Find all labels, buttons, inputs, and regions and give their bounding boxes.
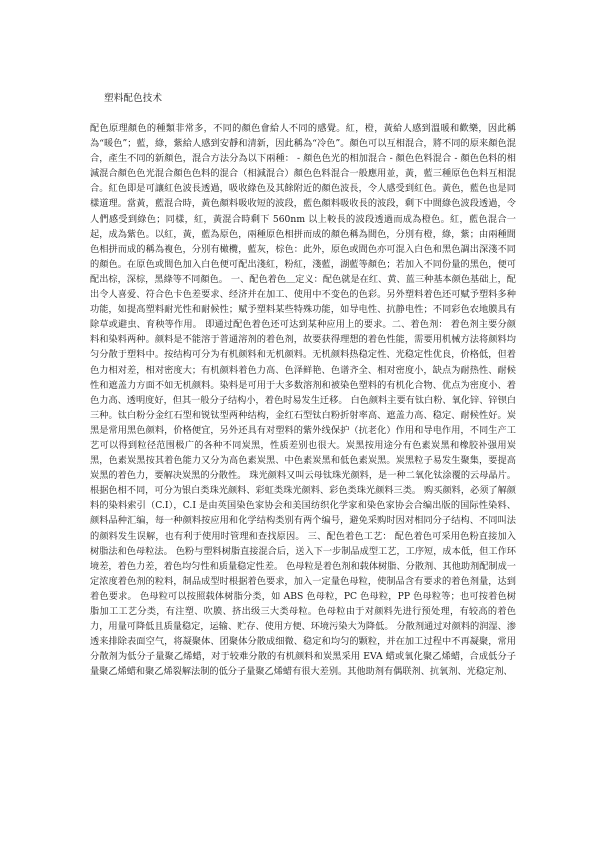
document-body (90, 121, 516, 679)
document-title: 塑料配色技术 (104, 93, 163, 104)
body-paragraph: 配色原理顏色的種類非常多，不同的顏色會給人不同的感覺。紅，橙，黃給人感到溫暖和歡樂，因此稱為“暖色”；藍，綠，紫給人感到安靜和清新，因此稱為“冷色”。顏色可以互相混合，將不同的原来顏色混合，產生不同的新顏色，混合方法分為以下兩種： - 顏色色光的相加混合 - 顏色色料混合 - 顏色色料的相減混合顏色色光混合顏色色料的混合（相減混合）顏色色料混合一般應用並，黃，藍三種原色色料互相混合。紅色即是可讓紅色波長透過，吸收綠色及其餘附近的顏色波長，令人感受到紅色。黃色，藍色也是同樣道理。當黃，藍混合時，黃色顏料吸收短的波段，藍色顏料吸收長的波段，剩下中間綠色波段透過，令人們感受到綠色；同樣，紅，黃混合時剩下 560nm 以上較長的波段透過而成為橙色。紅，藍色混合一起，成為紫色。以紅，黃，藍為原色，兩種原色相拼而成的顏色稱為間色，分別有橙，綠，紫；由兩種間色相拼而成的稱為複色，分別有橄欖，藍灰，棕色：此外，原色或間色亦可混入白色和黑色調出深淺不同的顏色。在原色或間色加入白色便可配出淺紅，粉紅，淺藍，湖藍等顏色；若加入不同份量的黑色，便可配出棕，深棕，黑綠等不同顏色。 一、配色着色＿定义：配色就是在红、黄、蓝三种基本颜色基础上，配出令人喜爱、符合色卡色差要求、经济并在加工、使用中不变色的色彩。另外塑料着色还可赋予塑料多种功能，如提高塑料耐光性和耐候性；赋予塑料某些特殊功能，如导电性、抗静电性；不同彩色农地膜具有除草或避虫、育秧等作用。 即通过配色着色还可达到某种应用上的要求。二、着色剂： 着色剂主要分颜料和染料两种。颜料是不能溶于普通溶剂的着色剂，故要获得理想的着色性能，需要用机械方法将颜料均匀分散于塑料中。按结构可分为有机颜料和无机颜料。无机颜料热稳定性、光稳定性优良，价格低，但着色力相对差，相对密度大；有机颜料着色力高、色泽鲜艳、色谱齐全、相对密度小，缺点为耐热性、耐候性和遮盖力方面不如无机颜料。染料是可用于大多数溶剂和被染色塑料的有机化合物、优点为密度小、着色力高、透明度好，但其一般分子结构小，着色时易发生迁移。 白色颜料主要有钛白粉、氧化锌、锌钡白三种。钛白粉分金红石型和锐钛型两种结构，金红石型钛白粉折射率高、遮盖力高、稳定、耐候性好。炭黑是常用黑色颜料，价格便宜，另外还具有对塑料的紫外线保护（抗老化）作用和导电作用，不同生产工艺可以得到粒径范围极广的各种不同炭黑，性质差别也很大。炭黑按用途分有色素炭黑和橡胶补强用炭黑，色素炭黑按其着色能力又分为高色素炭黑、中色素炭黑和低色素炭黑。炭黑粒子易发生聚集，要提高炭黑的着色力，要解决炭黑的分散性。 珠光颜料又叫云母钛珠光颜料，是一种二氧化钛涂覆的云母晶片。根据色相不同，可分为银白类珠光颜料、彩虹类珠光颜料、彩色类珠光颜料三类。 购买颜料，必须了解颜料的染料索引（C.I），C.I 是由英国染色家协会和美国纺织化学家和染色家协会合编出版的国际性染料、颜料品种汇编，每一种颜料按应用和化学结构类别有两个编号，避免采购时因对相同分子结构、不同叫法的颜料发生误解，也有利于使用时管理和查找原因。 三、配色着色工艺： 配色着色可采用色粉直接加入树脂法和色母粒法。 色粉与塑料树脂直接混合后，送入下一步制品成型工艺，工序短，成本低，但工作环境差，着色力差，着色均匀性和质量稳定性差。 色母粒是着色剂和载体树脂、分散剂、其他助剂配制成一定浓度着色剂的粒料，制品成型时根据着色要求，加入一定量色母粒，使制品含有要求的着色剂量，达到着色要求。 色母粒可以按照载体树脂分类，如 ABS 色母粒，PC 色母粒，PP 色母粒等；也可按着色树脂加工工艺分类，有注塑、吹膜、挤出级三大类母粒。色母粒由于对颜料先进行预处理，有较高的着色力，用量可降低且质量稳定，运输、贮存、使用方便、环境污染大为降低。 分散剂通过对颜料的润湿、渗透来排除表面空气，将凝聚体、团聚体分散成细微、稳定和均匀的颗粒，并在加工过程中不再凝聚，常用分散剂为低分子量聚乙烯蜡，对于较难分散的有机颜料和炭黑采用 EVA 蜡或氧化聚乙烯蜡，合成低分子量聚乙烯蜡和聚乙烯裂解法制的低分子量聚乙烯蜡有很大差别。其他助剂有偶联剂、抗氧剂、光稳定剂、 (90, 123, 516, 678)
